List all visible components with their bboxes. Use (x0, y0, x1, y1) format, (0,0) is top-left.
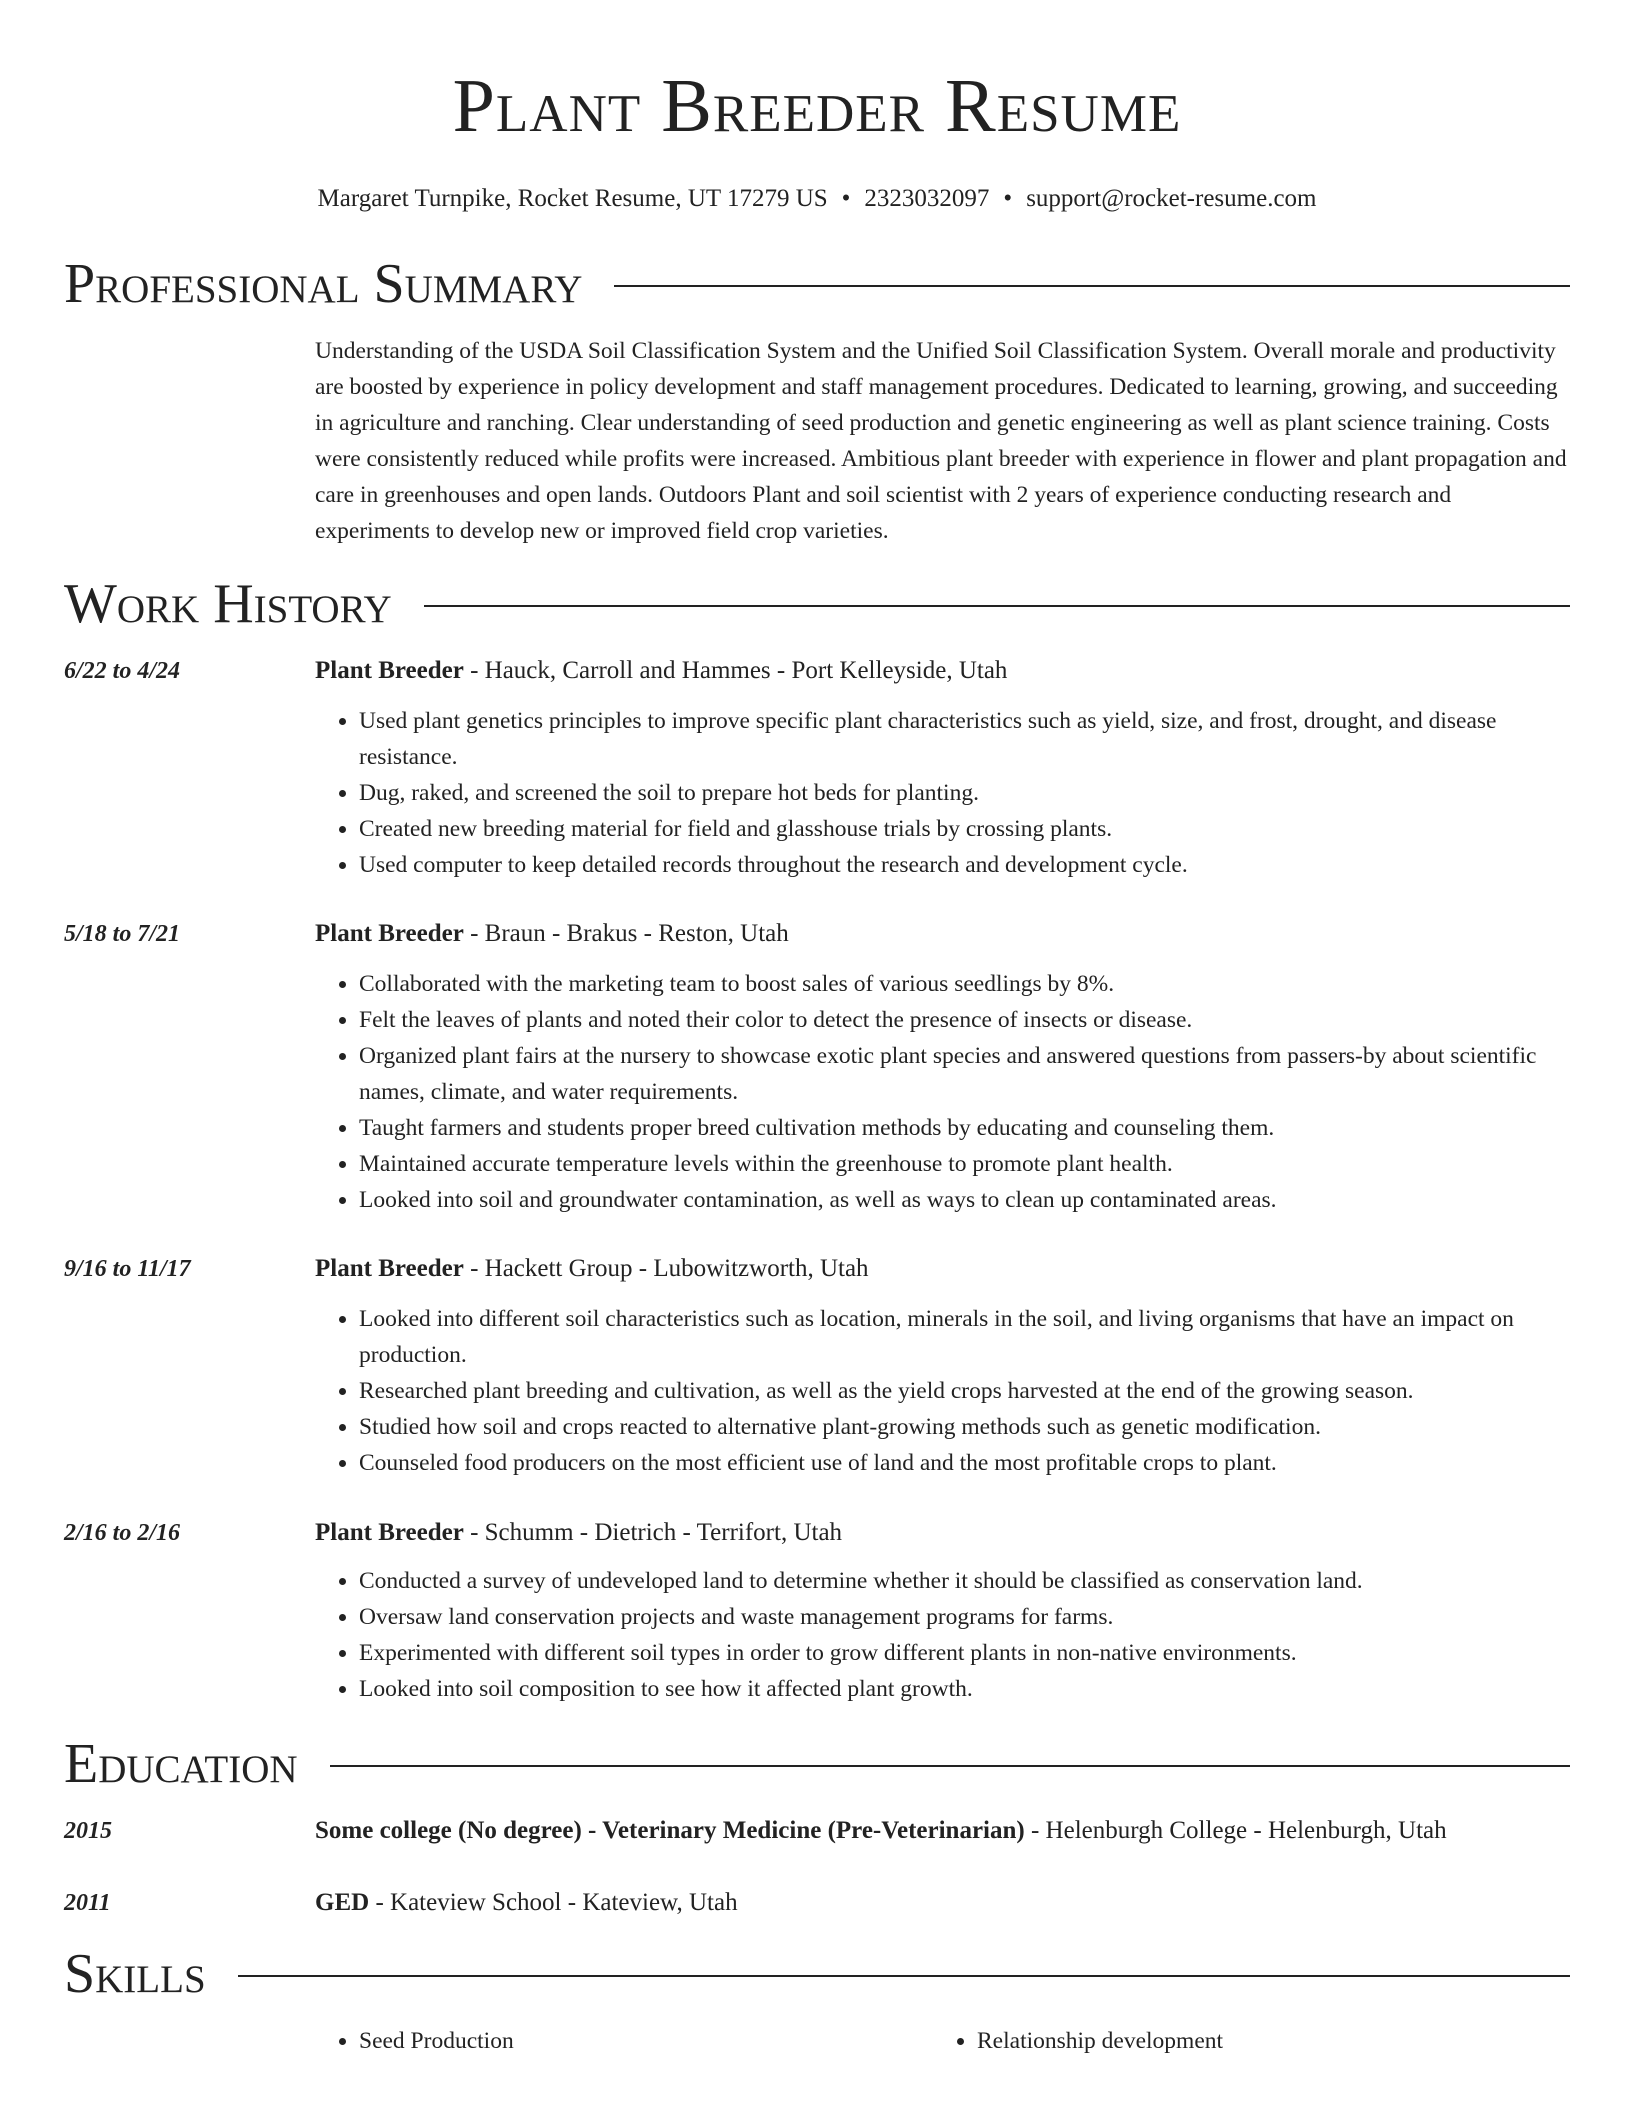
degree: GED (315, 1889, 370, 1916)
work-details (315, 1515, 1570, 1707)
work-entry (64, 916, 1570, 1218)
list-item: • Oversaw land conservation projects and waste management programs for farms. (359, 1599, 1570, 1635)
work-dates: 2/16 to 2/16 (64, 1520, 181, 1546)
education-year: 2011 (64, 1890, 111, 1916)
employer-location: - Braun - Brakus - Reston, Utah (463, 920, 789, 947)
contact-line (64, 182, 1570, 216)
list-item: • Created new breeding material for field and glasshouse trials by crossing plants. (359, 811, 1570, 847)
work-bullets (315, 966, 1570, 1218)
education-entry (64, 1813, 1570, 1849)
skills-list (315, 2023, 1570, 2059)
work-headline (315, 1515, 1570, 1551)
list-item: • Used computer to keep detailed records throughout the research and development cycle. (359, 847, 1570, 883)
skills-column-right (933, 2023, 1551, 2059)
work-headline (315, 1251, 1570, 1287)
education-year: 2015 (64, 1818, 112, 1844)
summary-heading (64, 251, 1570, 317)
employer-location: - Hauck, Carroll and Hammes - Port Kelleyside, Utah (463, 657, 1008, 684)
work-history-heading-text: Work History (64, 573, 392, 635)
skills-heading (64, 1941, 1570, 2007)
degree: Some college (No degree) - Veterinary Medicine (Pre-Veterinarian) (315, 1817, 1025, 1844)
work-details (315, 1251, 1570, 1481)
work-details (315, 653, 1570, 883)
list-item: • Experimented with different soil types in order to grow different plants in non-native environments. (359, 1635, 1570, 1671)
contact-address: Margaret Turnpike, Rocket Resume, UT 17279 US (317, 185, 828, 212)
work-dates: 9/16 to 11/17 (64, 1256, 191, 1282)
list-item: • Looked into soil and groundwater contamination, as well as ways to clean up contaminated areas. (359, 1182, 1570, 1218)
list-item: • Dug, raked, and screened the soil to prepare hot beds for planting. (359, 775, 1570, 811)
contact-phone: 2323032097 (864, 185, 990, 212)
work-headline (315, 653, 1570, 689)
work-headline (315, 916, 1570, 952)
work-bullets (315, 703, 1570, 883)
employer-location: - Hackett Group - Lubowitzworth, Utah (463, 1255, 869, 1282)
resume-title: Plant Breeder Resume (452, 64, 1182, 148)
list-item: • Studied how soil and crops reacted to alternative plant-growing methods such as genetic modification. (359, 1409, 1570, 1445)
section-divider (424, 605, 1570, 607)
job-title: Plant Breeder (315, 657, 464, 684)
contact-separator: • (1003, 185, 1013, 212)
list-item: • Felt the leaves of plants and noted their color to detect the presence of insects or disease. (359, 1002, 1570, 1038)
section-divider (238, 1975, 1570, 1977)
resume-page (64, 0, 1570, 2059)
list-item: • Researched plant breeding and cultivation, as well as the yield crops harvested at the end of the growing season. (359, 1373, 1570, 1409)
work-bullets (315, 1301, 1570, 1481)
work-dates: 6/22 to 4/24 (64, 658, 181, 684)
school-location: - Kateview School - Kateview, Utah (369, 1889, 738, 1916)
contact-email: support@rocket-resume.com (1026, 185, 1317, 212)
education-heading-text: Education (64, 1733, 298, 1795)
work-history-heading (64, 571, 1570, 637)
education-heading (64, 1731, 1570, 1797)
skill-item: • Seed Production (359, 2023, 933, 2059)
list-item: • Used plant genetics principles to improve specific plant characteristics such as yield, size, and frost, drought, and disease resistance. (359, 703, 1570, 775)
list-item: • Conducted a survey of undeveloped land to determine whether it should be classified as conservation land. (359, 1563, 1570, 1599)
list-item: • Counseled food producers on the most efficient use of land and the most profitable crops to plant. (359, 1445, 1570, 1481)
list-item: • Looked into soil composition to see how it affected plant growth. (359, 1671, 1570, 1707)
education-details (315, 1813, 1570, 1849)
list-item: • Maintained accurate temperature levels within the greenhouse to promote plant health. (359, 1146, 1570, 1182)
work-entry (64, 1251, 1570, 1481)
list-item: • Organized plant fairs at the nursery to showcase exotic plant species and answered questions from passers-by about scientific names, climate, and water requirements. (359, 1038, 1570, 1110)
work-bullets (315, 1563, 1570, 1707)
work-entry (64, 653, 1570, 883)
list-item: • Looked into different soil characteristics such as location, minerals in the soil, and living organisms that have an impact on production. (359, 1301, 1570, 1373)
summary-paragraph: Understanding of the USDA Soil Classification System and the Unified Soil Classification System. Overall morale and productivity are boosted by experience in policy development and staff management procedures. Dedicated to learning, growing, and succeeding in agriculture and ranching. Clear understanding of seed production and genetic engineering as well as plant science training. Costs were consistently reduced while profits were increased. Ambitious plant breeder with experience in flower and plant propagation and care in greenhouses and open lands. Outdoors Plant and soil scientist with 2 years of experience conducting research and experiments to develop new or improved field crop varieties. (315, 338, 1567, 544)
education-entry (64, 1885, 1570, 1921)
school-location: - Helenburgh College - Helenburgh, Utah (1024, 1817, 1447, 1844)
employer-location: - Schumm - Dietrich - Terrifort, Utah (463, 1519, 843, 1546)
list-item: • Collaborated with the marketing team to boost sales of various seedlings by 8%. (359, 966, 1570, 1002)
section-divider (614, 285, 1570, 287)
contact-separator: • (841, 185, 851, 212)
work-dates: 5/18 to 7/21 (64, 921, 181, 947)
work-details (315, 916, 1570, 1218)
job-title: Plant Breeder (315, 920, 464, 947)
skill-item: • Relationship development (977, 2023, 1551, 2059)
section-divider (330, 1765, 1570, 1767)
list-item: • Taught farmers and students proper breed cultivation methods by educating and counseling them. (359, 1110, 1570, 1146)
job-title: Plant Breeder (315, 1255, 464, 1282)
skills-heading-text: Skills (64, 1943, 206, 2005)
work-entry (64, 1515, 1570, 1707)
education-details (315, 1885, 1570, 1921)
skills-column-left (315, 2023, 933, 2059)
job-title: Plant Breeder (315, 1519, 464, 1546)
summary-heading-text: Professional Summary (64, 253, 583, 315)
